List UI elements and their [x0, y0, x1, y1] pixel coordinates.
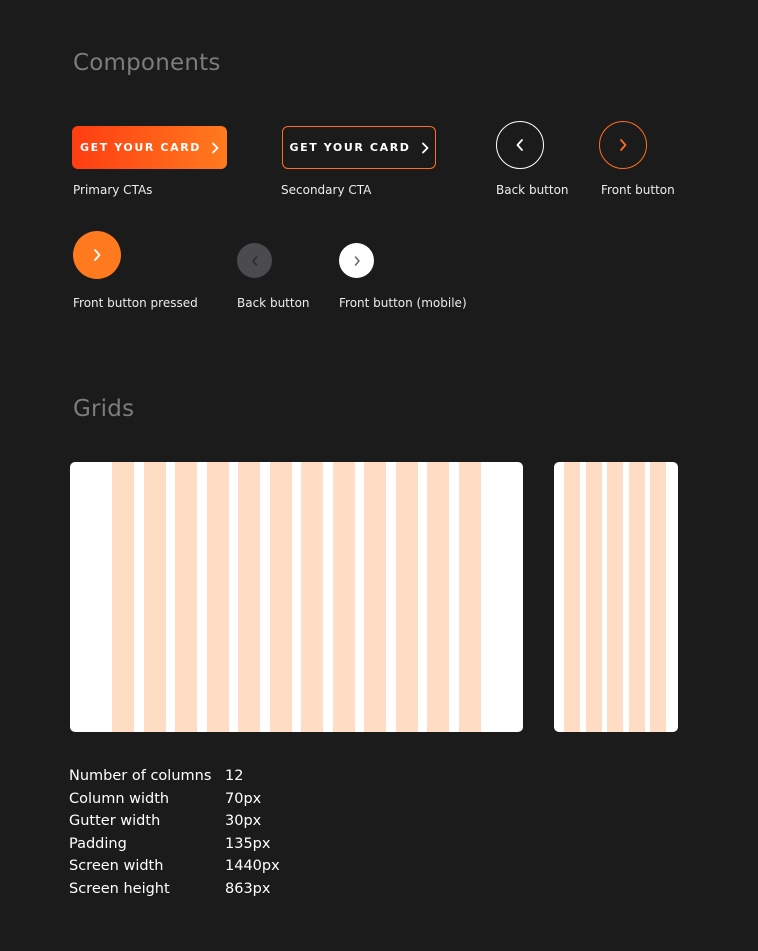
chevron-right-icon	[211, 142, 219, 154]
spec-label: Number of columns	[69, 768, 212, 785]
chevron-right-icon	[421, 142, 429, 154]
secondary-cta-label: GET YOUR CARD	[289, 141, 411, 154]
chevron-right-icon	[353, 255, 361, 267]
back-button-caption: Back button	[496, 183, 569, 197]
chevron-right-icon	[618, 138, 628, 152]
grid-column	[629, 462, 645, 732]
grid-column	[144, 462, 166, 732]
grid-specs	[69, 765, 280, 900]
grid-column	[427, 462, 449, 732]
mobile-grid-preview	[554, 462, 678, 732]
front-button[interactable]	[599, 121, 647, 169]
grid-column	[333, 462, 355, 732]
secondary-cta-caption: Secondary CTA	[281, 183, 372, 197]
spec-value: 12	[225, 768, 244, 785]
grid-column	[586, 462, 602, 732]
spec-value: 135px	[225, 835, 271, 852]
secondary-cta-button[interactable]	[282, 126, 436, 169]
grid-column	[175, 462, 197, 732]
grid-column	[207, 462, 229, 732]
grid-column	[650, 462, 666, 732]
back-button[interactable]	[496, 121, 544, 169]
spec-value: 863px	[225, 880, 271, 897]
front-button-pressed[interactable]	[73, 231, 121, 279]
primary-cta-label: GET YOUR CARD	[79, 141, 202, 154]
spec-label: Screen height	[69, 880, 170, 897]
primary-cta-caption: Primary CTAs	[73, 183, 153, 197]
grid-column	[459, 462, 481, 732]
spec-label: Padding	[69, 835, 127, 852]
primary-cta-button[interactable]	[72, 126, 227, 169]
spec-row	[69, 765, 280, 788]
grid-column	[112, 462, 134, 732]
spec-label: Gutter width	[69, 813, 161, 830]
chevron-left-icon	[251, 255, 259, 267]
grid-column	[564, 462, 580, 732]
back-button-disabled-caption: Back button	[237, 296, 310, 310]
spec-label: Column width	[69, 790, 170, 807]
grid-column	[270, 462, 292, 732]
spec-label: Screen width	[69, 858, 164, 875]
chevron-right-icon	[92, 248, 102, 262]
grid-column	[238, 462, 260, 732]
spec-row	[69, 810, 280, 833]
front-button-caption: Front button	[601, 183, 675, 197]
grid-column	[396, 462, 418, 732]
desktop-grid-preview	[70, 462, 523, 732]
spec-row	[69, 878, 280, 901]
chevron-left-icon	[515, 138, 525, 152]
spec-value: 30px	[225, 813, 262, 830]
grids-section-title: Grids	[73, 396, 135, 422]
components-section-title: Components	[73, 50, 221, 76]
front-button-mobile-caption: Front button (mobile)	[339, 296, 467, 310]
spec-row	[69, 833, 280, 856]
spec-row	[69, 788, 280, 811]
grid-column	[364, 462, 386, 732]
grid-column	[607, 462, 623, 732]
spec-value: 70px	[225, 790, 262, 807]
spec-value: 1440px	[225, 858, 280, 875]
back-button-disabled[interactable]	[237, 243, 272, 278]
front-button-mobile[interactable]	[339, 243, 374, 278]
front-button-pressed-caption: Front button pressed	[73, 296, 198, 310]
spec-row	[69, 855, 280, 878]
grid-column	[301, 462, 323, 732]
